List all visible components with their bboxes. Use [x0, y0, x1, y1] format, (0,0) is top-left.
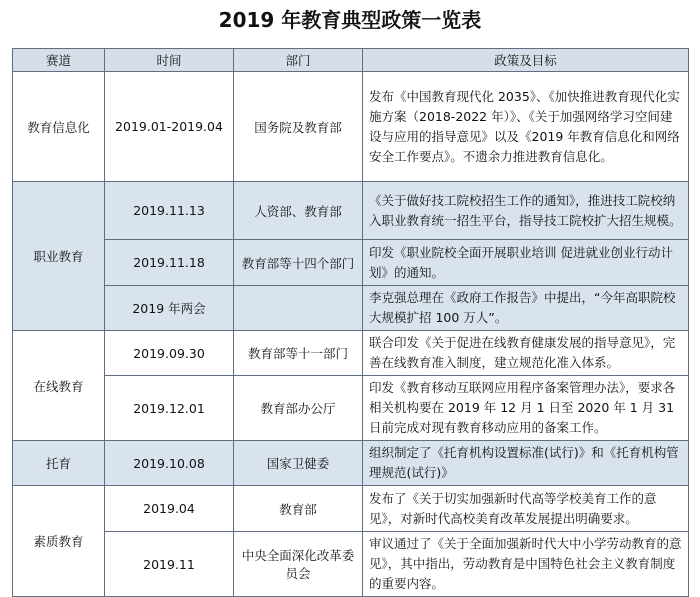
time-cell: 2019.11 [105, 532, 234, 597]
table-row [13, 240, 689, 286]
policy-cell: 发布了《关于切实加强新时代高等学校美育工作的意见》，对新时代高校美育改革发展提出明确要求。 [363, 486, 689, 532]
header-category: 赛道 [13, 49, 105, 72]
time-cell: 2019.04 [105, 486, 234, 532]
table-header-row [13, 49, 689, 72]
policy-cell: 《关于做好技工院校招生工作的通知》，推进技工院校纳入职业教育统一招生平台，指导技工院校扩大招生规模。 [363, 182, 689, 240]
policy-cell: 发布《中国教育现代化 2035》、《加快推进教育现代化实施方案（2018-2022 年）》、《关于加强网络学习空间建设与应用的指导意见》以及《2019 年教育信息化和网络安全工作要点》。不遗余力推进教育信息化。 [363, 72, 689, 182]
table-row [13, 441, 689, 486]
department-cell: 国务院及教育部 [234, 72, 363, 182]
category-cell: 托育 [13, 441, 105, 486]
page-title: 2019 年教育典型政策一览表 [218, 8, 482, 32]
table-row [13, 376, 689, 441]
time-cell: 2019.11.18 [105, 240, 234, 286]
header-department: 部门 [234, 49, 363, 72]
policy-cell: 联合印发《关于促进在线教育健康发展的指导意见》，完善在线教育准入制度，建立规范化准入体系。 [363, 331, 689, 376]
category-cell: 在线教育 [13, 331, 105, 441]
time-cell: 2019 年两会 [105, 286, 234, 331]
time-cell: 2019.01-2019.04 [105, 72, 234, 182]
table-row [13, 182, 689, 240]
time-cell: 2019.12.01 [105, 376, 234, 441]
department-cell: 教育部等十一部门 [234, 331, 363, 376]
category-cell: 素质教育 [13, 486, 105, 597]
department-cell [234, 286, 363, 331]
table-row [13, 486, 689, 532]
header-time: 时间 [105, 49, 234, 72]
department-cell: 人资部、教育部 [234, 182, 363, 240]
policy-cell: 李克强总理在《政府工作报告》中提出，“今年高职院校大规模扩招 100 万人”。 [363, 286, 689, 331]
time-cell: 2019.10.08 [105, 441, 234, 486]
department-cell: 教育部办公厅 [234, 376, 363, 441]
policy-cell: 组织制定了《托育机构设置标准(试行)》和《托育机构管理规范(试行)》 [363, 441, 689, 486]
policy-table [12, 48, 689, 597]
header-policy: 政策及目标 [363, 49, 689, 72]
policy-cell: 审议通过了《关于全面加强新时代大中小学劳动教育的意见》，其中指出，劳动教育是中国特色社会主义教育制度的重要内容。 [363, 532, 689, 597]
table-row [13, 331, 689, 376]
table-row [13, 72, 689, 182]
department-cell: 中央全面深化改革委员会 [234, 532, 363, 597]
policy-cell: 印发《职业院校全面开展职业培训 促进就业创业行动计划》的通知。 [363, 240, 689, 286]
department-cell: 教育部等十四个部门 [234, 240, 363, 286]
table-row [13, 286, 689, 331]
category-cell: 职业教育 [13, 182, 105, 331]
department-cell: 教育部 [234, 486, 363, 532]
category-cell: 教育信息化 [13, 72, 105, 182]
time-cell: 2019.09.30 [105, 331, 234, 376]
department-cell: 国家卫健委 [234, 441, 363, 486]
policy-cell: 印发《教育移动互联网应用程序备案管理办法》，要求各相关机构要在 2019 年 12 月 1 日至 2020 年 1 月 31 日前完成对现有教育移动应用的备案工作。 [363, 376, 689, 441]
time-cell: 2019.11.13 [105, 182, 234, 240]
table-row [13, 532, 689, 597]
